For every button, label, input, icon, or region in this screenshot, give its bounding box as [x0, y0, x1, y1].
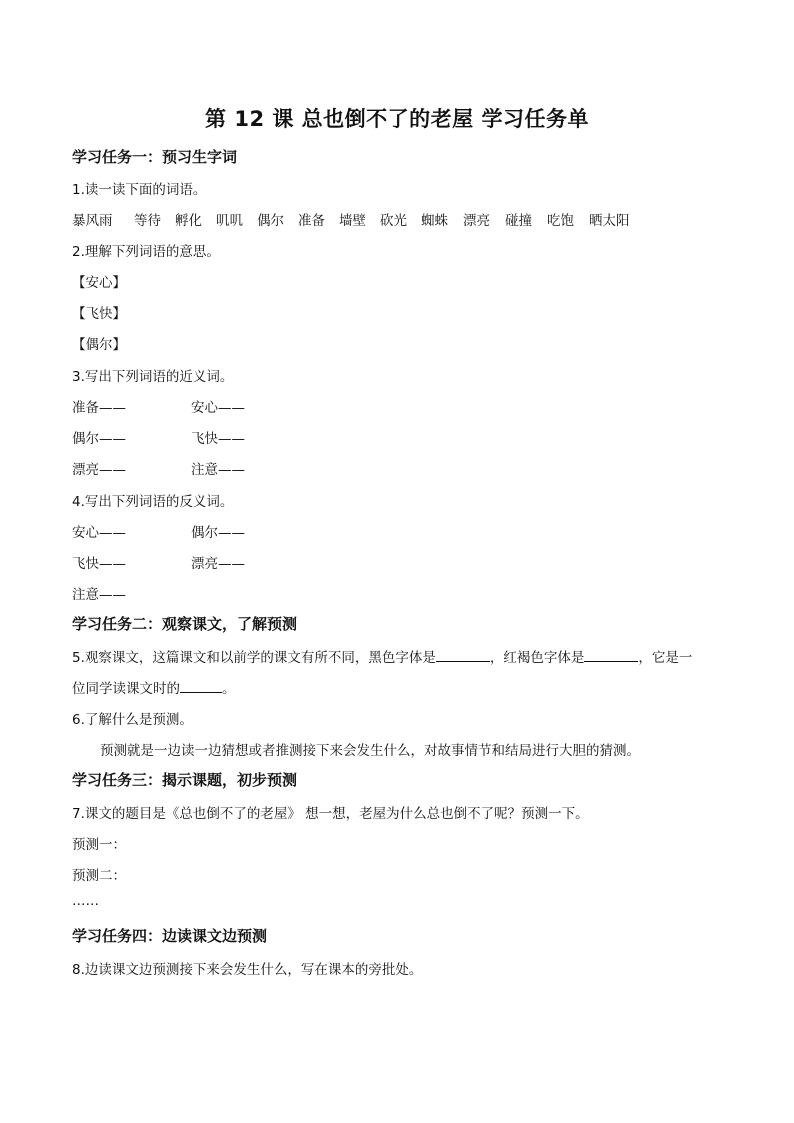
- antonym-item: 注意——: [72, 587, 126, 603]
- meaning-item: 【安心】: [72, 275, 126, 291]
- word-item: 蜘蛛: [421, 213, 448, 229]
- synonym-item: 注意——: [191, 462, 245, 478]
- question-5-text: 5.观察课文，这篇课文和以前学的课文有所不同，黑色字体是: [72, 650, 436, 666]
- synonym-item: 偶尔——: [72, 431, 126, 447]
- meaning-item: 【飞快】: [72, 306, 126, 322]
- question-5-continued: [72, 677, 236, 697]
- answer-blank[interactable]: [436, 647, 490, 662]
- question-3: 3.写出下列词语的近义词。: [72, 369, 234, 385]
- task3-heading: 学习任务三：揭示课题，初步预测: [72, 771, 298, 789]
- word-item: 墙壁: [339, 213, 366, 229]
- synonym-item: 准备——: [72, 400, 126, 416]
- question-6: 6.了解什么是预测。: [72, 712, 193, 728]
- antonym-item: 飞快——: [72, 556, 126, 572]
- word-item: 准备: [298, 213, 325, 229]
- question-5-text: 位同学读课文时的: [72, 681, 180, 697]
- task2-heading: 学习任务二：观察课文，了解预测: [72, 615, 298, 633]
- page-title: 第 12 课 总也倒不了的老屋 学习任务单: [205, 107, 589, 131]
- prediction-1: 预测一：: [72, 837, 126, 853]
- prediction-2: 预测二：: [72, 868, 126, 884]
- question-5-text: 。: [222, 681, 236, 697]
- question-5-text: ，红褐色字体是: [489, 650, 585, 666]
- question-1: 1.读一读下面的词语。: [72, 182, 207, 198]
- answer-blank[interactable]: [584, 647, 638, 662]
- answer-blank[interactable]: [180, 678, 222, 693]
- synonym-item: 飞快——: [191, 431, 245, 447]
- word-item: 晒太阳: [589, 213, 630, 229]
- word-item: 孵化: [175, 213, 202, 229]
- word-item: 偶尔: [257, 213, 284, 229]
- word-list: [72, 209, 639, 229]
- question-8: 8.边读课文边预测接下来会发生什么，写在课本的旁批处。: [72, 962, 423, 978]
- synonym-item: 漂亮——: [72, 462, 126, 478]
- question-2: 2.理解下列词语的意思。: [72, 244, 220, 260]
- word-item: 叽叽: [216, 213, 243, 229]
- word-item: 吃饱: [547, 213, 574, 229]
- synonym-item: 安心——: [191, 400, 245, 416]
- antonym-item: 偶尔——: [191, 525, 245, 541]
- prediction-definition: 预测就是一边读一边猜想或者推测接下来会发生什么，对故事情节和结局进行大胆的猜测。: [100, 743, 640, 759]
- word-item: 漂亮: [463, 213, 490, 229]
- ellipsis: ……: [72, 893, 99, 909]
- question-7: 7.课文的题目是《总也倒不了的老屋》 想一想，老屋为什么总也倒不了呢？预测一下。: [72, 806, 589, 822]
- task4-heading: 学习任务四：边读课文边预测: [72, 927, 268, 945]
- task1-heading: 学习任务一：预习生字词: [72, 148, 238, 166]
- question-5-text: ，它是一: [638, 650, 693, 666]
- word-item: 砍光: [380, 213, 407, 229]
- word-item: 暴风雨: [72, 213, 113, 229]
- question-4: 4.写出下列词语的反义词。: [72, 494, 234, 510]
- question-5: [72, 646, 692, 666]
- antonym-item: 安心——: [72, 525, 126, 541]
- word-item: 等待: [134, 213, 161, 229]
- word-item: 碰撞: [505, 213, 532, 229]
- meaning-item: 【偶尔】: [72, 337, 126, 353]
- antonym-item: 漂亮——: [191, 556, 245, 572]
